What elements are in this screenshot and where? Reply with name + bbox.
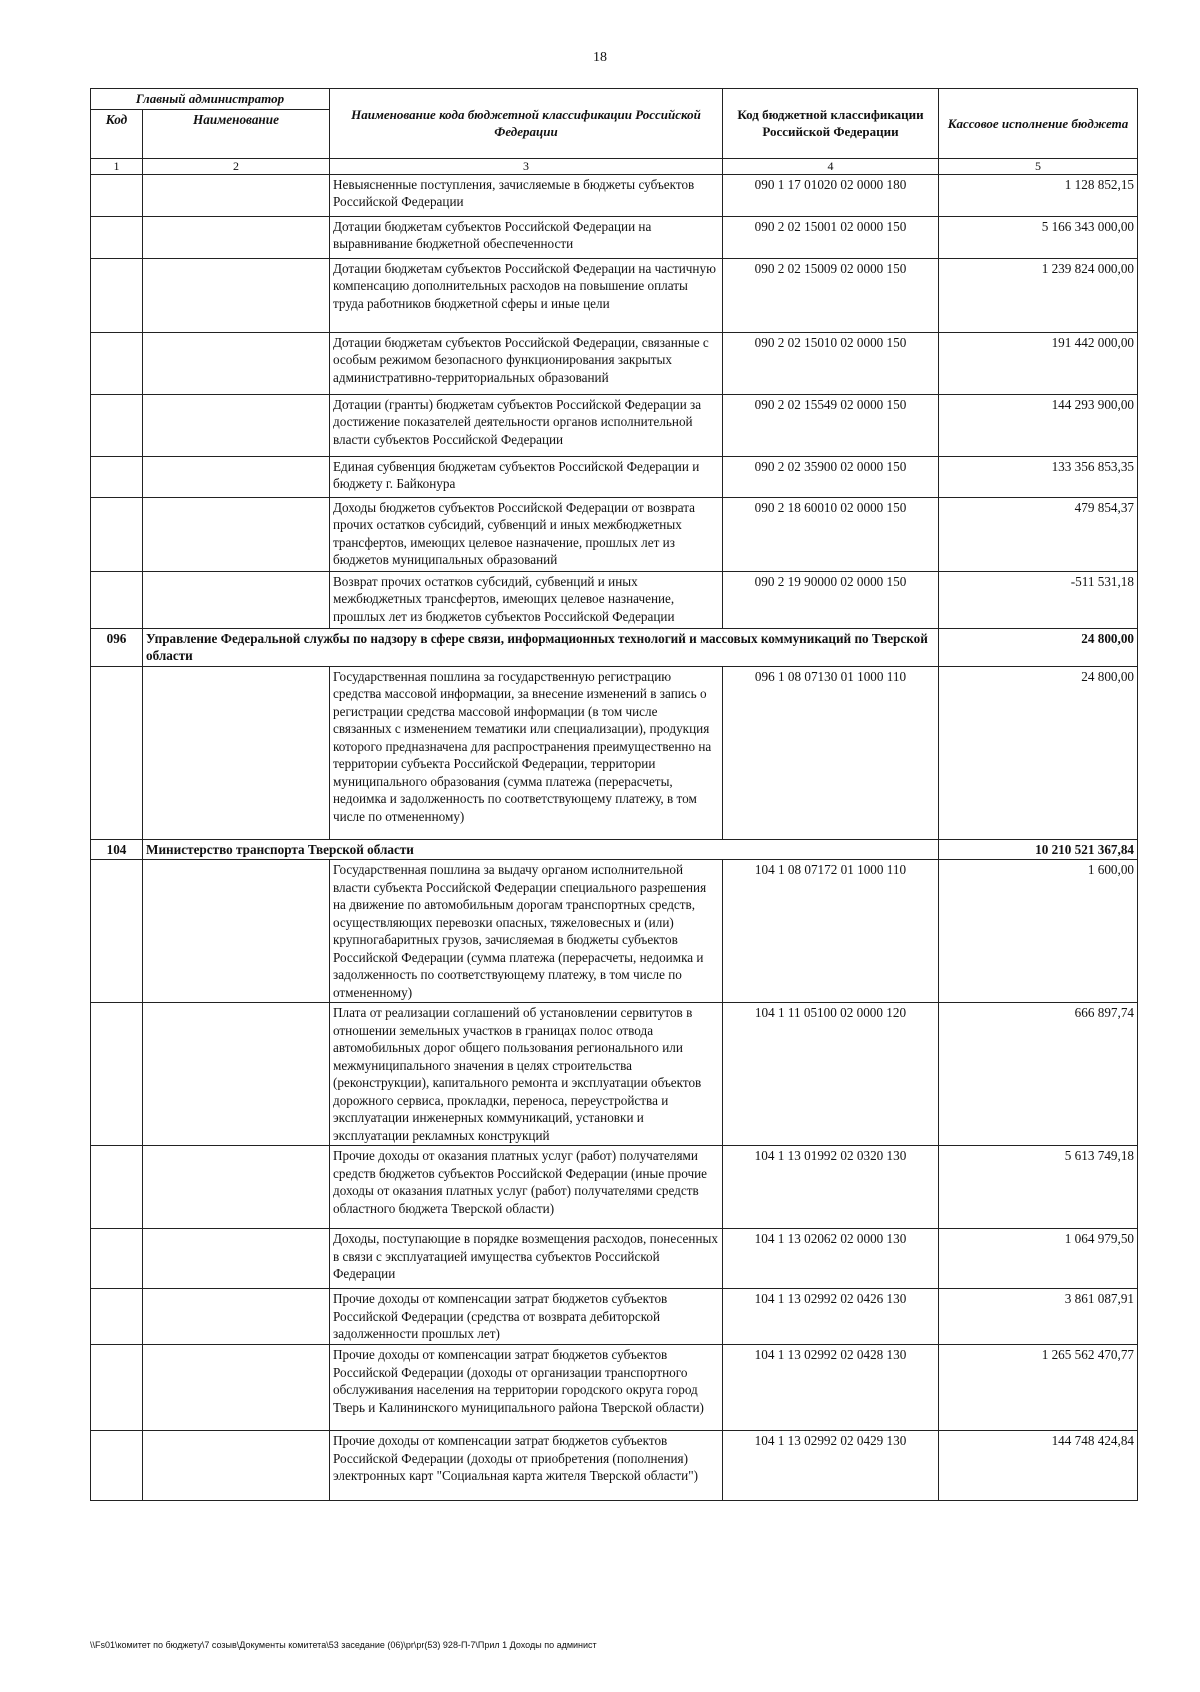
execution-amount: 3 861 087,91 [939, 1289, 1138, 1345]
execution-amount: 1 064 979,50 [939, 1229, 1138, 1289]
table-row [91, 1146, 1138, 1229]
table-row [91, 666, 1138, 839]
execution-amount: 1 239 824 000,00 [939, 258, 1138, 332]
admin-name-cell [143, 1345, 330, 1431]
admin-code-cell [91, 258, 143, 332]
bcc-code: 090 2 18 60010 02 0000 150 [723, 497, 939, 571]
admin-name-cell [143, 860, 330, 1003]
bcc-code: 090 2 19 90000 02 0000 150 [723, 571, 939, 628]
admin-code-cell [91, 1229, 143, 1289]
page-number: 18 [593, 50, 607, 65]
bcc-code: 096 1 08 07130 01 1000 110 [723, 666, 939, 839]
execution-amount: 133 356 853,35 [939, 456, 1138, 497]
admin-code-cell [91, 1431, 143, 1501]
bcc-code: 090 2 02 15010 02 0000 150 [723, 332, 939, 394]
admin-name-cell [143, 394, 330, 456]
bcc-description: Единая субвенция бюджетам субъектов Российской Федерации и бюджету г. Байконура [330, 456, 723, 497]
bcc-description: Дотации бюджетам субъектов Российской Федерации, связанные с особым режимом безопасного функционирования закрытых административно-территориальных образований [330, 332, 723, 394]
admin-code-cell [91, 394, 143, 456]
bcc-description: Государственная пошлина за выдачу органом исполнительной власти субъекта Российской Федерации специального разрешения на движение по автомобильным дорогам транспортных средств, осуществляющих перевозки опасных, тяжеловесных и (или) крупногабаритных грузов, зачисляемая в бюджеты субъектов Российской Федерации (сумма платежа (перерасчеты, недоимка и задолженность по соответствующему платежу, в том числе по отмененному) [330, 860, 723, 1003]
admin-code-cell [91, 1003, 143, 1146]
table-body [91, 174, 1138, 1501]
admin-name-cell [143, 174, 330, 216]
table-row [91, 1003, 1138, 1146]
admin-name-cell [143, 571, 330, 628]
header-code: Код [91, 109, 143, 158]
admin-name-cell [143, 332, 330, 394]
bcc-code: 104 1 13 02992 02 0426 130 [723, 1289, 939, 1345]
admin-name: Управление Федеральной службы по надзору в сфере связи, информационных технологий и массовых коммуникаций по Тверской области [143, 628, 939, 666]
column-number: 1 [91, 158, 143, 174]
header-bcc-code: Код бюджетной классификации Российской Федерации [723, 89, 939, 159]
bcc-code: 104 1 13 02992 02 0428 130 [723, 1345, 939, 1431]
bcc-code: 104 1 13 02992 02 0429 130 [723, 1431, 939, 1501]
bcc-code: 104 1 11 05100 02 0000 120 [723, 1003, 939, 1146]
bcc-description: Дотации бюджетам субъектов Российской Федерации на частичную компенсацию дополнительных расходов на повышение оплаты труда работников бюджетной сферы и иные цели [330, 258, 723, 332]
execution-amount: 24 800,00 [939, 666, 1138, 839]
admin-total: 10 210 521 367,84 [939, 839, 1138, 860]
header-main-admin: Главный администратор [91, 89, 330, 110]
bcc-code: 104 1 13 02062 02 0000 130 [723, 1229, 939, 1289]
execution-amount: 191 442 000,00 [939, 332, 1138, 394]
budget-table [90, 88, 1138, 1501]
bcc-description: Прочие доходы от компенсации затрат бюджетов субъектов Российской Федерации (доходы от организации транспортного обслуживания населения на территории городского округа город Тверь и Калининского муниципального района Тверской области) [330, 1345, 723, 1431]
table-row [91, 1289, 1138, 1345]
bcc-code: 090 1 17 01020 02 0000 180 [723, 174, 939, 216]
admin-name-cell [143, 1229, 330, 1289]
table-row [91, 332, 1138, 394]
execution-amount: 144 293 900,00 [939, 394, 1138, 456]
header-bcc-name: Наименование кода бюджетной классификации Российской Федерации [330, 89, 723, 159]
admin-code-cell [91, 571, 143, 628]
column-number: 2 [143, 158, 330, 174]
bcc-description: Возврат прочих остатков субсидий, субвенций и иных межбюджетных трансфертов, имеющих целевое назначение, прошлых лет из бюджетов субъектов Российской Федерации [330, 571, 723, 628]
column-number: 3 [330, 158, 723, 174]
admin-code: 104 [91, 839, 143, 860]
execution-amount: 5 166 343 000,00 [939, 216, 1138, 258]
admin-name-cell [143, 258, 330, 332]
admin-code-cell [91, 860, 143, 1003]
admin-name-cell [143, 1431, 330, 1501]
table-row [91, 860, 1138, 1003]
admin-name-cell [143, 1003, 330, 1146]
execution-amount: 666 897,74 [939, 1003, 1138, 1146]
bcc-description: Доходы бюджетов субъектов Российской Федерации от возврата прочих остатков субсидий, субвенций и иных межбюджетных трансфертов, имеющих целевое назначение, прошлых лет из бюджетов муниципальных образований [330, 497, 723, 571]
admin-code-cell [91, 666, 143, 839]
file-path-footer: \\Fs01\комитет по бюджету\7 созыв\Документы комитета\53 заседание (06)\pr\pr(53) 928-П-7\Прил 1 Доходы по админист [90, 1640, 597, 1650]
header-name: Наименование [143, 109, 330, 158]
admin-code-cell [91, 456, 143, 497]
execution-amount: 144 748 424,84 [939, 1431, 1138, 1501]
table-row [91, 216, 1138, 258]
admin-code-cell [91, 1345, 143, 1431]
table-row [91, 1345, 1138, 1431]
admin-name-cell [143, 216, 330, 258]
admin-code-cell [91, 497, 143, 571]
admin-name: Министерство транспорта Тверской области [143, 839, 939, 860]
admin-name-cell [143, 1146, 330, 1229]
execution-amount: 479 854,37 [939, 497, 1138, 571]
admin-name-cell [143, 456, 330, 497]
bcc-description: Государственная пошлина за государственную регистрацию средства массовой информации, за внесение изменений в запись о регистрации средства массовой информации (в том числе связанных с изменением тематики или специализации), продукция которого предназначена для распространения преимущественно на территории субъекта Российской Федерации, территории муниципального образования (сумма платежа (перерасчеты, недоимка и задолженность по соответствующему платежу, в том числе по отмененному) [330, 666, 723, 839]
table-row [91, 497, 1138, 571]
administrator-row [91, 839, 1138, 860]
bcc-code: 090 2 02 15549 02 0000 150 [723, 394, 939, 456]
execution-amount: 1 128 852,15 [939, 174, 1138, 216]
header-execution: Кассовое исполнение бюджета [939, 89, 1138, 159]
execution-amount: -511 531,18 [939, 571, 1138, 628]
admin-code-cell [91, 332, 143, 394]
bcc-code: 104 1 08 07172 01 1000 110 [723, 860, 939, 1003]
bcc-code: 090 2 02 35900 02 0000 150 [723, 456, 939, 497]
admin-code-cell [91, 174, 143, 216]
bcc-description: Прочие доходы от оказания платных услуг (работ) получателями средств бюджетов субъектов Российской Федерации (иные прочие доходы от оказания платных услуг (работ) получателями средств областного бюджета Тверской области) [330, 1146, 723, 1229]
bcc-code: 090 2 02 15001 02 0000 150 [723, 216, 939, 258]
bcc-description: Дотации бюджетам субъектов Российской Федерации на выравнивание бюджетной обеспеченности [330, 216, 723, 258]
admin-total: 24 800,00 [939, 628, 1138, 666]
column-number: 5 [939, 158, 1138, 174]
column-number: 4 [723, 158, 939, 174]
bcc-description: Прочие доходы от компенсации затрат бюджетов субъектов Российской Федерации (средства от возврата дебиторской задолженности прошлых лет) [330, 1289, 723, 1345]
execution-amount: 5 613 749,18 [939, 1146, 1138, 1229]
table-row [91, 258, 1138, 332]
bcc-description: Дотации (гранты) бюджетам субъектов Российской Федерации за достижение показателей деятельности органов исполнительной власти субъектов Российской Федерации [330, 394, 723, 456]
execution-amount: 1 265 562 470,77 [939, 1345, 1138, 1431]
table-row [91, 1229, 1138, 1289]
bcc-code: 104 1 13 01992 02 0320 130 [723, 1146, 939, 1229]
table-row [91, 174, 1138, 216]
admin-code: 096 [91, 628, 143, 666]
bcc-description: Доходы, поступающие в порядке возмещения расходов, понесенных в связи с эксплуатацией имущества субъектов Российской Федерации [330, 1229, 723, 1289]
bcc-description: Плата от реализации соглашений об установлении сервитутов в отношении земельных участков в границах полос отвода автомобильных дорог общего пользования регионального или межмуниципального значения в целях строительства (реконструкции), капитального ремонта и эксплуатации объектов дорожного сервиса, прокладки, переноса, переустройства и эксплуатации инженерных коммуникаций, установки и эксплуатации рекламных конструкций [330, 1003, 723, 1146]
admin-name-cell [143, 497, 330, 571]
table-row [91, 394, 1138, 456]
bcc-description: Невыясненные поступления, зачисляемые в бюджеты субъектов Российской Федерации [330, 174, 723, 216]
admin-code-cell [91, 216, 143, 258]
admin-code-cell [91, 1289, 143, 1345]
bcc-description: Прочие доходы от компенсации затрат бюджетов субъектов Российской Федерации (доходы от приобретения (пополнения) электронных карт "Социальная карта жителя Тверской области") [330, 1431, 723, 1501]
table-row [91, 1431, 1138, 1501]
admin-name-cell [143, 1289, 330, 1345]
execution-amount: 1 600,00 [939, 860, 1138, 1003]
administrator-row [91, 628, 1138, 666]
table-row [91, 456, 1138, 497]
admin-code-cell [91, 1146, 143, 1229]
bcc-code: 090 2 02 15009 02 0000 150 [723, 258, 939, 332]
admin-name-cell [143, 666, 330, 839]
table-row [91, 571, 1138, 628]
